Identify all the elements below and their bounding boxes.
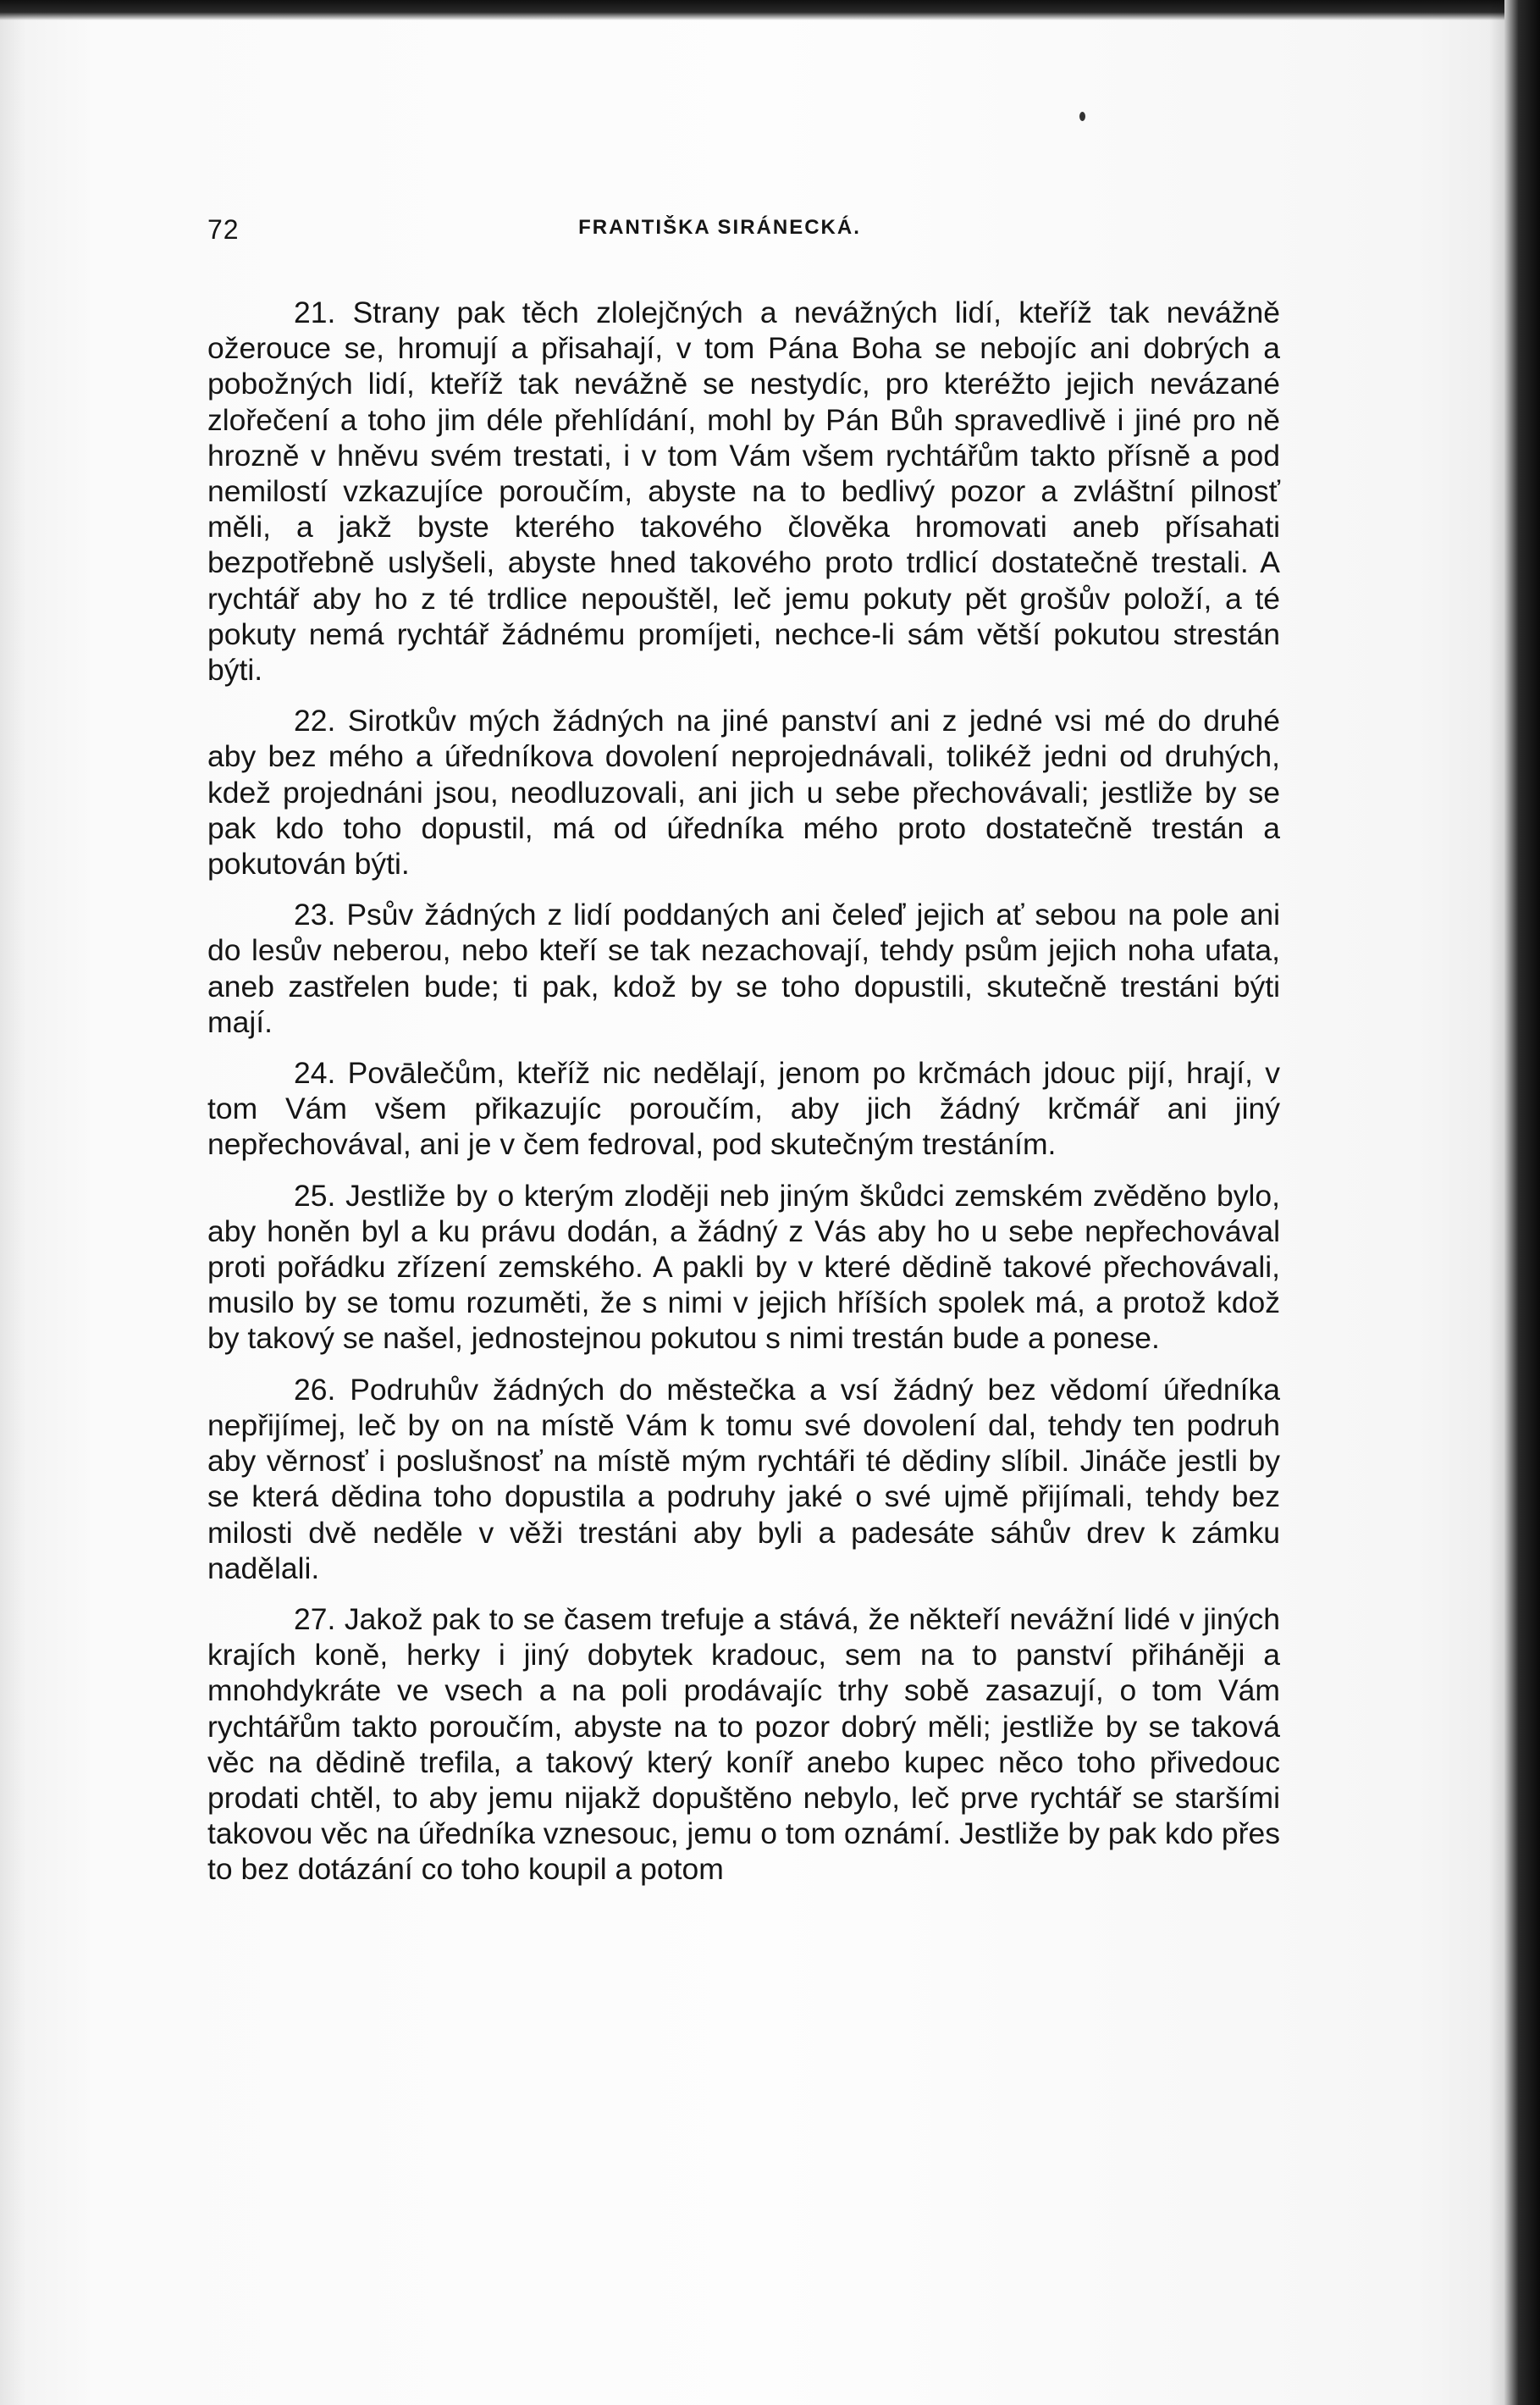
paragraph-text: Psův žádných z lidí poddaných ani čeleď jejich ať sebou na pole ani do lesův neberou, nebo kteří se tak nezachovají, tehdy psům jejich noha ufata, aneb zastřelen bude; ti pak, kdož by se toho dopustili, skutečně trestáni býti mají.: [207, 898, 1280, 1039]
binding-shadow: [1489, 0, 1504, 2405]
paragraph-23: [207, 897, 1280, 1040]
paragraph-text: Jestliže by o kterým zloději neb jiným škůdci zemském zvěděno bylo, aby honěn byl a ku právu dodán, a žádný z Vás aby ho u sebe nepřechovával proti pořádku zřízení zemského. A pakli by v které dědině takové přechovávali, musilo by se tomu rozuměti, že s nimi v jejich hříších spolek má, a protož kdož by takový se našel, jednostejnou pokutou s nimi trestán bude a ponese.: [207, 1178, 1280, 1356]
paragraph-number: 21.: [294, 296, 336, 329]
paragraph-number: 22.: [294, 704, 336, 738]
paragraph-text: Povālečům, kteříž nic nedělají, jenom po krčmách jdouc pijí, hrají, v tom Vám všem přikazujíc poroučím, aby jich žádný krčmář ani jiný nepřechovával, ani je v čem fedroval, pod skutečným trestáním.: [207, 1056, 1280, 1162]
page-header: [203, 209, 1280, 250]
scan-right-edge: [1504, 0, 1540, 2405]
running-head: FRANTIŠKA SIRÁNECKÁ.: [578, 216, 861, 239]
paper-speck: [1079, 112, 1085, 121]
page-left-shadow: [0, 0, 25, 2405]
paragraph-number: 23.: [294, 898, 336, 932]
paragraph-27: [207, 1601, 1280, 1888]
paragraph-26: [207, 1372, 1280, 1586]
paragraph-24: [207, 1055, 1280, 1163]
paragraph-number: 24.: [294, 1056, 336, 1091]
paragraph-22: [207, 703, 1280, 882]
paragraph-25: [207, 1178, 1280, 1357]
paragraph-number: 25.: [294, 1178, 336, 1213]
paragraph-text: Podruhův žádných do městečka a vsí žádný bez vědomí úředníka nepřijímej, leč by on na místě Vám k tomu své dovolení dal, tehdy ten podruh aby věrnosť i poslušnosť na místě mým rychtáři té dědiny slíbil. Jináče jestli by se která dědina toho dopustila a podruhy jaké o své ujmě přijímali, tehdy bez milosti dvě neděle v věži trestáni aby byli a padesáte sáhův drev k zámku nadělali.: [207, 1372, 1280, 1585]
page-number: 72: [207, 214, 240, 245]
body-text: [207, 295, 1280, 1888]
paragraph-number: 26.: [294, 1372, 336, 1407]
paragraph-text: Strany pak těch zlolejčných a nevážných lidí, kteříž tak nevážně ožerouce se, hromují a přisahají, v tom Pána Boha se nebojíc ani dobrých a pobožných lidí, kteříž tak nevážně se nestydíc, pro kteréžto jejich nevázané zlořečení a toho jim déle přehlídání, mohl by Pán Bůh spravedlivě i jiné pro ně hrozně v hněvu svém trestati, i v tom Vám všem rychtářům takto přísně a pod nemilostí vzkazujíce poroučím, abyste na to bedlivý pozor a zvláštní pilnosť měli, a jakž byste kterého takového člověka hromovati aneb přísahati bezpotřebně uslyšeli, abyste hned takového proto trdlicí dostatečně trestali. A rychtář aby ho z té trdlice nepouštěl, leč jemu pokuty pět grošův položí, a té pokuty nemá rychtář žádnému promíjeti, nechce-li sám větší pokutou strestán býti.: [207, 296, 1280, 688]
paragraph-number: 27.: [294, 1601, 336, 1636]
paragraph-text: Jakož pak to se časem trefuje a stává, že někteří nevážní lidé v jiných krajích koně, herky i jiný dobytek kradouc, sem na to panství přiháněji a mnohdykráte ve vsech a na poli prodávajíc trhy sobě zasazují, o tom Vám rychtářům takto poroučím, abyste na to pozor dobrý měli; jestliže by se taková věc na dědině trefila, a takový který koníř anebo kupec něco toho přivedouc prodati chtěl, to aby jemu nijakž dopuštěno nebylo, leč prve rychtář se staršími takovou věc na úředníka vznesouc, jemu o tom oznámí. Jestliže by pak kdo přes to bez dotázání co toho koupil a potom: [207, 1601, 1280, 1887]
scan-top-edge: [0, 0, 1540, 20]
paragraph-21: [207, 295, 1280, 688]
paragraph-text: Sirotkův mých žádných na jiné panství ani z jedné vsi mé do druhé aby bez mého a úředníkova dovolení neprojednávali, tolikéž jedni od druhých, kdež projednáni jsou, neodluzovali, ani jich u sebe přechovávali; jestliže by se pak kdo toho dopustil, má od úředníka mého proto dostatečně trestán a pokutován býti.: [207, 704, 1280, 882]
